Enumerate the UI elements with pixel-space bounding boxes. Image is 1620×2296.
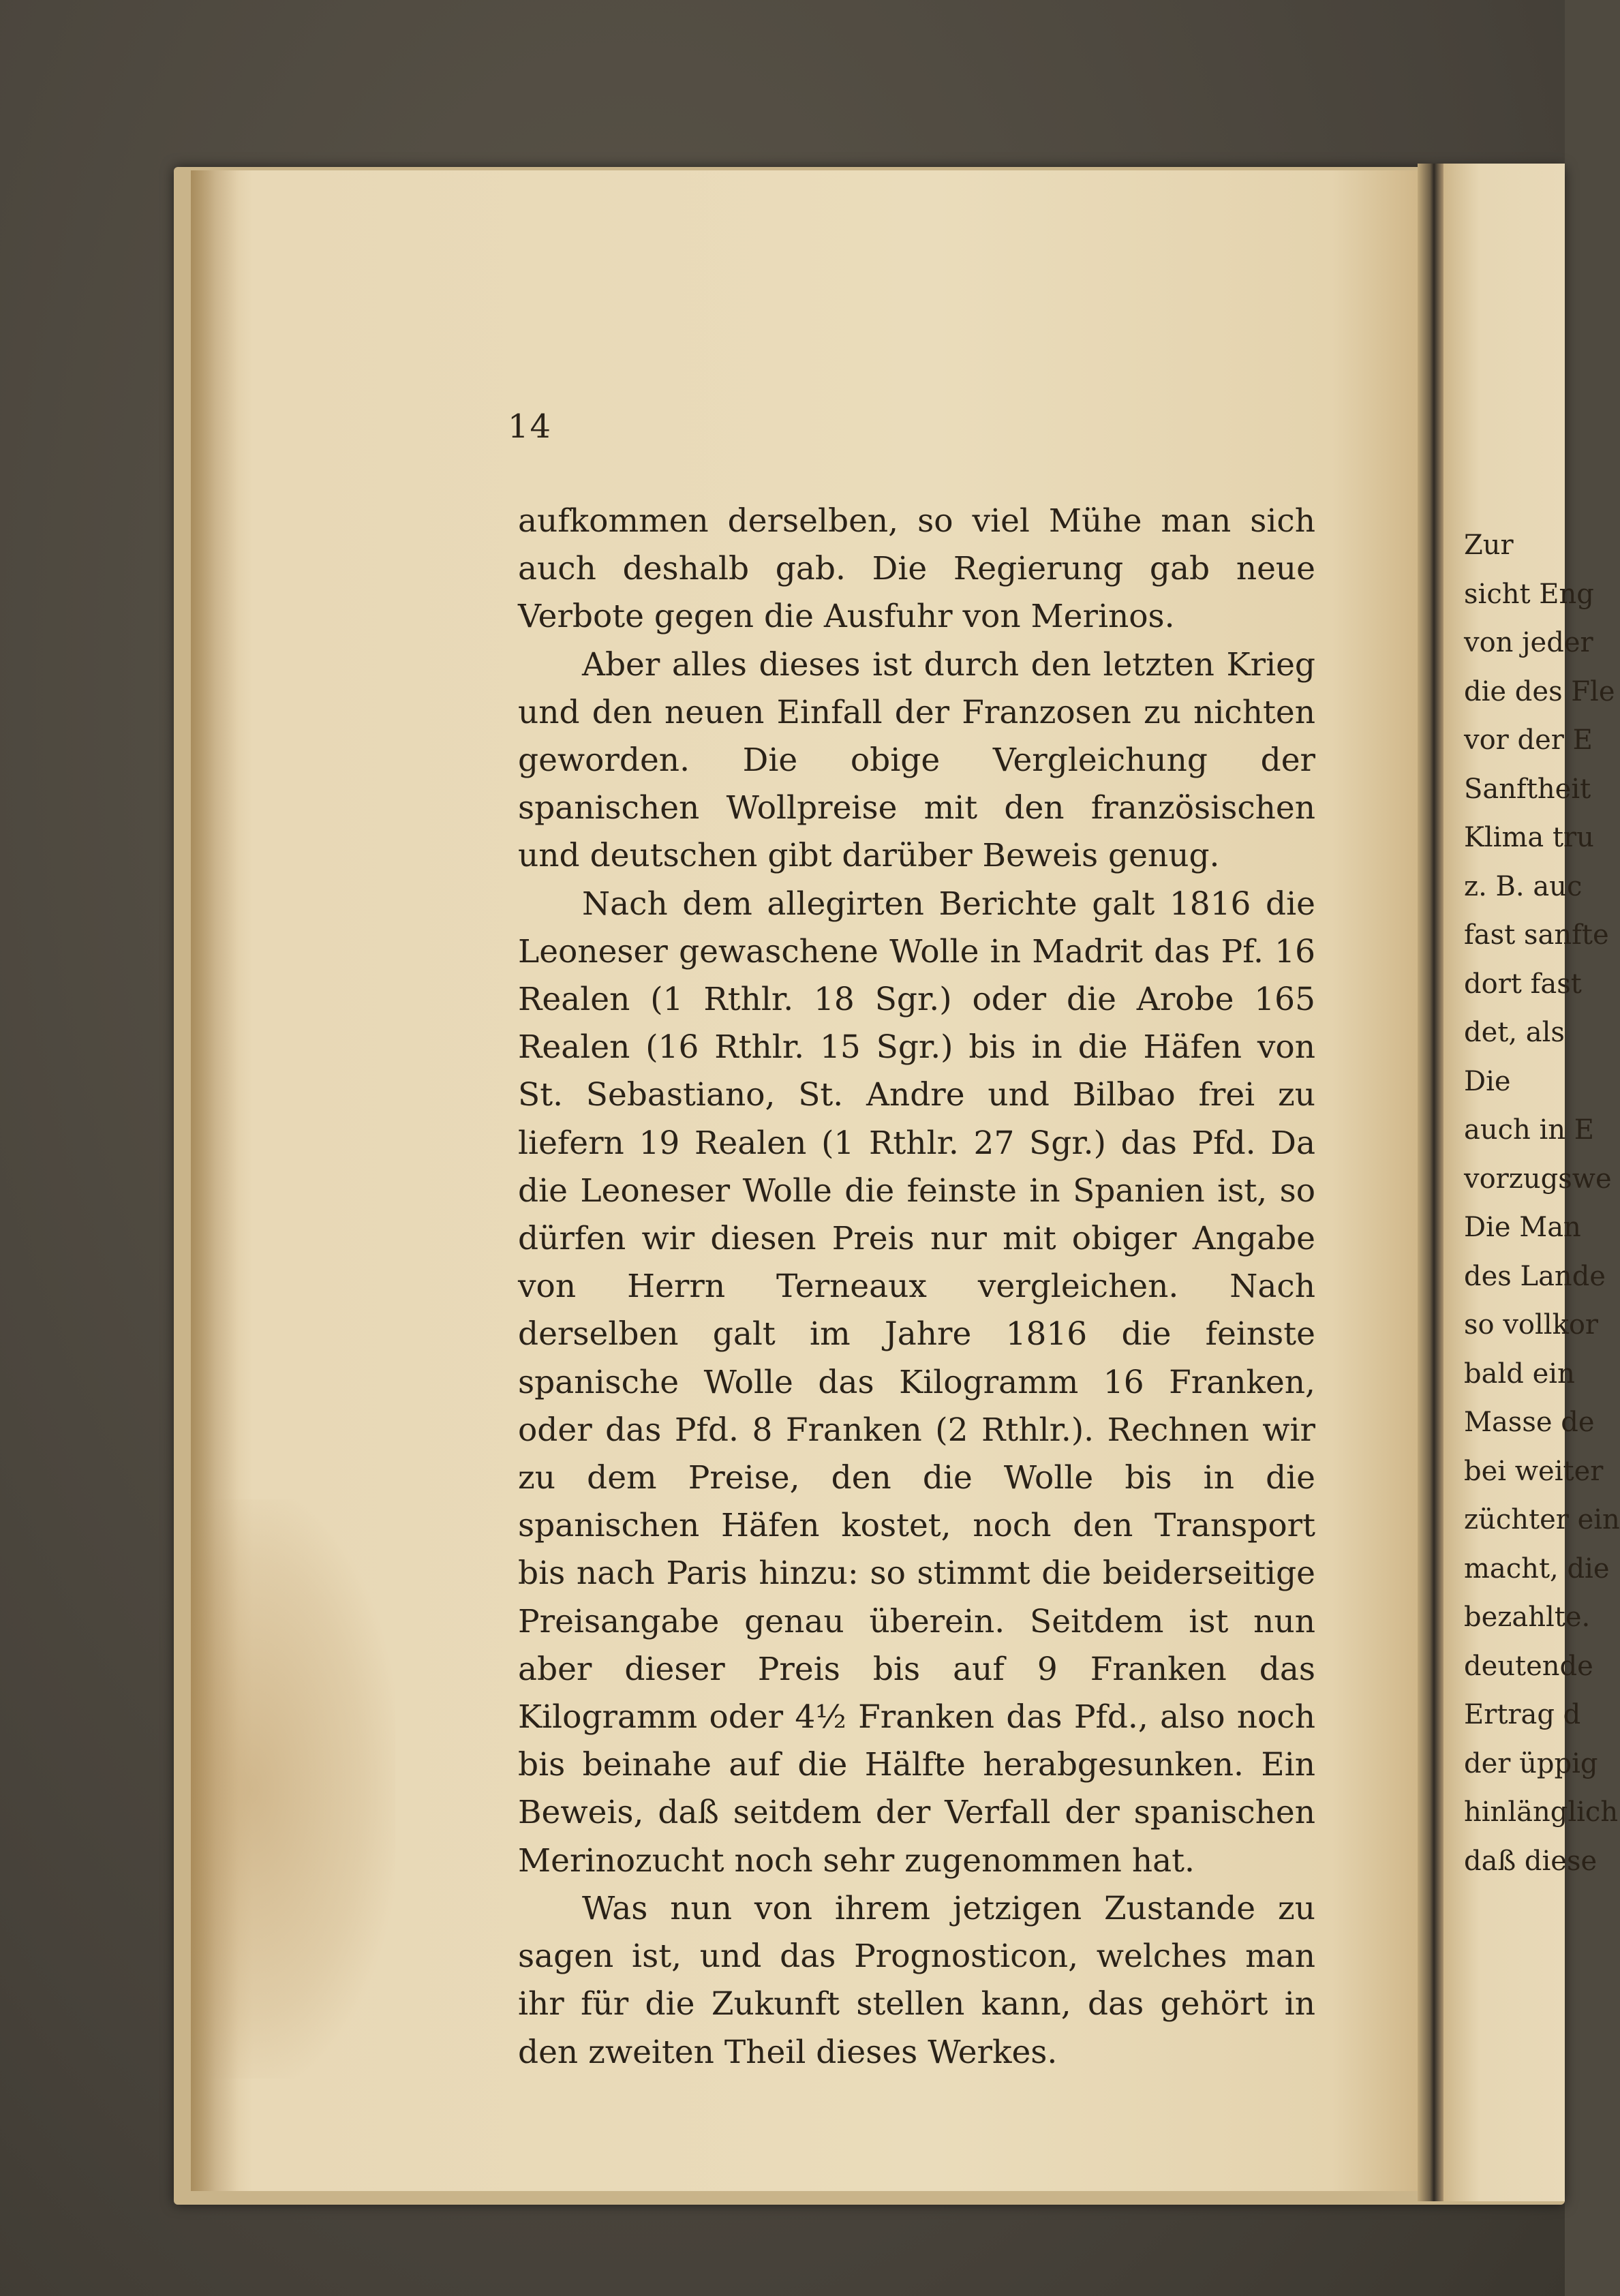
facing-line: die des Fle	[1464, 675, 1615, 707]
facing-line: sicht Eng	[1464, 578, 1594, 610]
paragraph-1: aufkommen derselben, so viel Mühe man sich auch deshalb gab. Die Regierung gab neue Verbote gegen die Ausfuhr von Merinos.	[518, 502, 1315, 636]
facing-line: Ertrag d	[1464, 1699, 1581, 1730]
facing-line: vorzugswe	[1464, 1163, 1612, 1195]
facing-line: Zur	[1464, 530, 1514, 561]
paragraph-4: Was nun von ihrem jetzigen Zustande zu sagen ist, und das Prognosticon, welches man ihr für die Zukunft stellen kann, das gehört in den zweiten Theil dieses Werkes.	[518, 1889, 1315, 2071]
facing-line: deutende	[1464, 1650, 1593, 1682]
facing-line: vor der E	[1464, 724, 1593, 756]
facing-line: züchter ein	[1464, 1504, 1620, 1535]
paragraph-2: Aber alles dieses ist durch den letzten Krieg und den neuen Einfall der Franzosen zu nichten geworden. Die obige Vergleichung der spanischen Wollpreise mit den französischen und deutschen gibt darüber Beweis genug.	[518, 645, 1315, 875]
facing-line: von jeder	[1464, 627, 1593, 658]
facing-line: Masse de	[1464, 1407, 1595, 1438]
facing-line: der üppig	[1464, 1747, 1598, 1779]
water-stain	[191, 1499, 395, 2079]
paragraph-3: Nach dem allegirten Berichte galt 1816 die Leoneser gewaschene Wolle in Madrit das Pf. 16 Realen (1 Rthlr. 18 Sgr.) oder die Arobe 165 Realen (16 Rthlr. 15 Sgr.) bis in die Häfen von St. Sebastiano, St. Andre und Bilbao frei zu liefern 19 Realen (1 Rthlr. 27 Sgr.) das Pfd. Da die Leoneser Wolle die feinste in Spanien ist, so dürfen wir diesen Preis nur mit obiger Angabe von Herrn Terneaux vergleichen. Nach derselben galt im Jahre 1816 die feinste spanische Wolle das Kilogramm 16 Franken, oder das Pfd. 8 Franken (2 Rthlr.). Rechnen wir zu dem Preise, den die Wolle bis in die spanischen Häfen kostet, noch den Transport bis nach Paris hinzu: so stimmt die beiderseitige Preisangabe genau überein. Seitdem ist nun aber dieser Preis bis auf 9 Franken das Kilogramm oder 4½ Franken das Pfd., also noch bis beinahe auf die Hälfte herabgesunken. Ein Beweis, daß seitdem der Verfall der spanischen Merinozucht noch sehr zugenommen hat.	[518, 885, 1315, 1880]
facing-line: bei weiter	[1464, 1455, 1604, 1487]
facing-line: macht, die	[1464, 1552, 1610, 1585]
facing-line: auch in E	[1464, 1114, 1594, 1146]
facing-page-text	[1464, 521, 1620, 1886]
page-body-text	[518, 498, 1315, 2077]
facing-line: z. B. auc	[1464, 870, 1583, 902]
facing-line: so vollkor	[1464, 1309, 1599, 1341]
facing-line: Sanftheit	[1464, 773, 1591, 805]
facing-line: det, als	[1464, 1017, 1565, 1048]
facing-line: bezahlte.	[1464, 1602, 1591, 1633]
facing-line: daß diese	[1464, 1845, 1598, 1877]
facing-line: des Lande	[1464, 1260, 1606, 1292]
facing-line: Klima tru	[1464, 822, 1594, 853]
facing-line: bald ein	[1464, 1358, 1575, 1390]
facing-line: Die	[1464, 1065, 1511, 1097]
page-number: 14	[508, 408, 553, 446]
facing-line: fast sanfte	[1464, 919, 1609, 951]
book-gutter	[1418, 164, 1445, 2201]
facing-line: Die Man	[1464, 1212, 1581, 1243]
facing-line: hinlänglich	[1464, 1796, 1619, 1828]
facing-line: dort fast	[1464, 968, 1582, 1000]
